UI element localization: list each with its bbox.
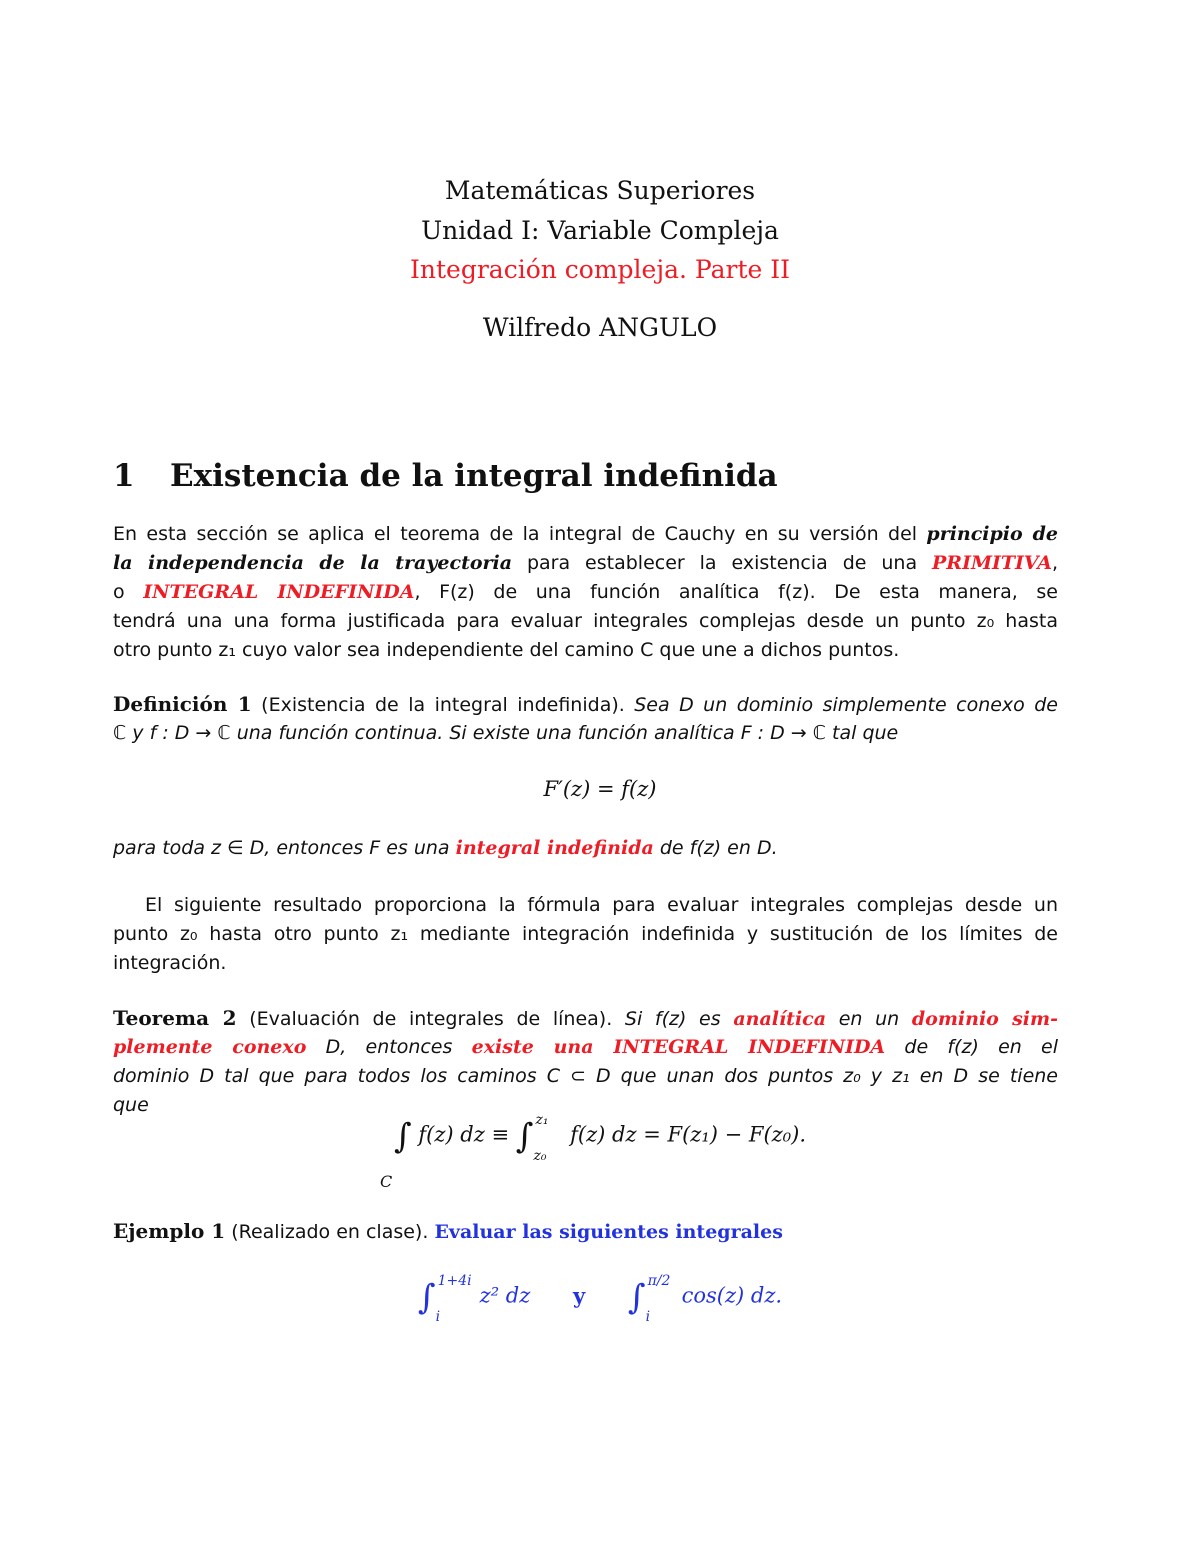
example-integrals	[0, 1273, 1200, 1325]
author-name: Wilfredo ANGULO	[482, 313, 718, 342]
intro-text: ,	[1051, 552, 1058, 574]
intro-text: otro punto z₁ cuyo valor sea independiente del camino C que une a dichos puntos.	[113, 639, 900, 661]
transition-text: punto z₀ hasta otro punto z₁ mediante integración indefinida y sustitución de los límites de	[113, 923, 1058, 945]
definition-label: Definición 1	[113, 692, 252, 716]
definition-text: para toda z ∈ D, entonces F es una	[113, 837, 456, 859]
intro-text: o	[113, 581, 144, 603]
transition-text: integración.	[113, 952, 227, 974]
analitica-term: analítica	[733, 1008, 827, 1030]
intro-emphasis: la independencia de la trayectoria	[113, 552, 513, 574]
theorem-text: que	[113, 1094, 149, 1116]
intro-text: para establecer la existencia de una	[512, 552, 933, 574]
transition-text: El siguiente resultado proporciona la fórmula para evaluar integrales complejas desde un	[145, 894, 1058, 916]
definition-text: Sea D un dominio simplemente conexo de	[624, 694, 1058, 716]
example-label: Ejemplo 1	[113, 1219, 226, 1243]
section-title: Existencia de la integral indefinida	[170, 458, 778, 494]
section-heading	[113, 458, 778, 494]
theorem-text: Si f(z) es	[612, 1008, 734, 1030]
definition-text: ℂ y f : D → ℂ una función continua. Si existe una función analítica F : D → ℂ tal que	[113, 722, 899, 744]
intro-text: En esta sección se aplica el teorema de la integral de Cauchy en su versión del	[113, 523, 927, 545]
unit-title: Unidad I: Variable Compleja	[421, 216, 779, 245]
topic-title: Integración compleja. Parte II	[410, 255, 790, 284]
definition-block	[113, 690, 1058, 748]
intro-text: tendrá una una forma justificada para evaluar integrales complejas desde un punto z₀ hasta	[113, 610, 1058, 632]
example-task: Evaluar las siguientes integrales	[434, 1221, 783, 1243]
integral-indefinida-term: INTEGRAL INDEFINIDA	[143, 581, 415, 603]
theorem-text: en un	[826, 1008, 912, 1030]
definition-note: (Existencia de la integral indefinida).	[251, 694, 625, 716]
theorem-label: Teorema 2	[113, 1006, 237, 1030]
theorem-eq-right: f(z) dz = F(z₁) − F(z₀).	[570, 1122, 807, 1147]
definition-equation: F′(z) = f(z)	[543, 777, 657, 801]
theorem-eq-left: f(z) dz ≡	[418, 1122, 510, 1147]
section-number: 1	[113, 458, 135, 494]
example-note: (Realizado en clase).	[225, 1221, 429, 1243]
integral-sign: ∫	[417, 1277, 436, 1318]
intro-paragraph	[113, 520, 1058, 665]
integral-indefinida-term: integral indefinida	[455, 837, 654, 859]
course-title: Matemáticas Superiores	[444, 176, 756, 205]
intro-text: , F(z) de una función analítica f(z). De esta manera, se	[414, 581, 1058, 603]
path-label: C	[380, 1172, 393, 1191]
theorem-note: (Evaluación de integrales de línea).	[236, 1008, 613, 1030]
integral-limits: 1+4i i	[435, 1273, 472, 1325]
definition-conclusion	[113, 834, 1058, 863]
theorem-text: de f(z) en el	[885, 1036, 1058, 1058]
existe-term: existe una INTEGRAL INDEFINIDA	[471, 1036, 886, 1058]
integral-limits: z₁ z₀	[533, 1112, 549, 1164]
dominio-term: dominio sim-	[911, 1008, 1059, 1030]
intro-emphasis: principio de	[926, 523, 1059, 545]
transition-paragraph	[113, 891, 1058, 978]
integral-sign: ∫	[627, 1277, 646, 1318]
integral-sign: ∫	[515, 1116, 534, 1157]
definition-text: de f(z) en D.	[653, 837, 778, 859]
integrand-2: cos(z) dz.	[681, 1283, 783, 1308]
theorem-text: D, entonces	[306, 1036, 472, 1058]
integral-limits: π/2 i	[645, 1273, 671, 1325]
conjunction: y	[572, 1282, 586, 1308]
theorem-text: dominio D tal que para todos los caminos C ⊂ D que unan dos puntos z₀ y z₁ en D se tiene	[113, 1065, 1058, 1087]
integral-sign: ∫	[393, 1116, 412, 1157]
dominio-term: plemente conexo	[113, 1036, 307, 1058]
integrand-1: z² dz	[479, 1283, 531, 1308]
example-block	[113, 1217, 1058, 1246]
theorem-block	[113, 1004, 1058, 1120]
theorem-equation	[0, 1112, 1200, 1164]
primitiva-term: PRIMITIVA	[932, 552, 1052, 574]
